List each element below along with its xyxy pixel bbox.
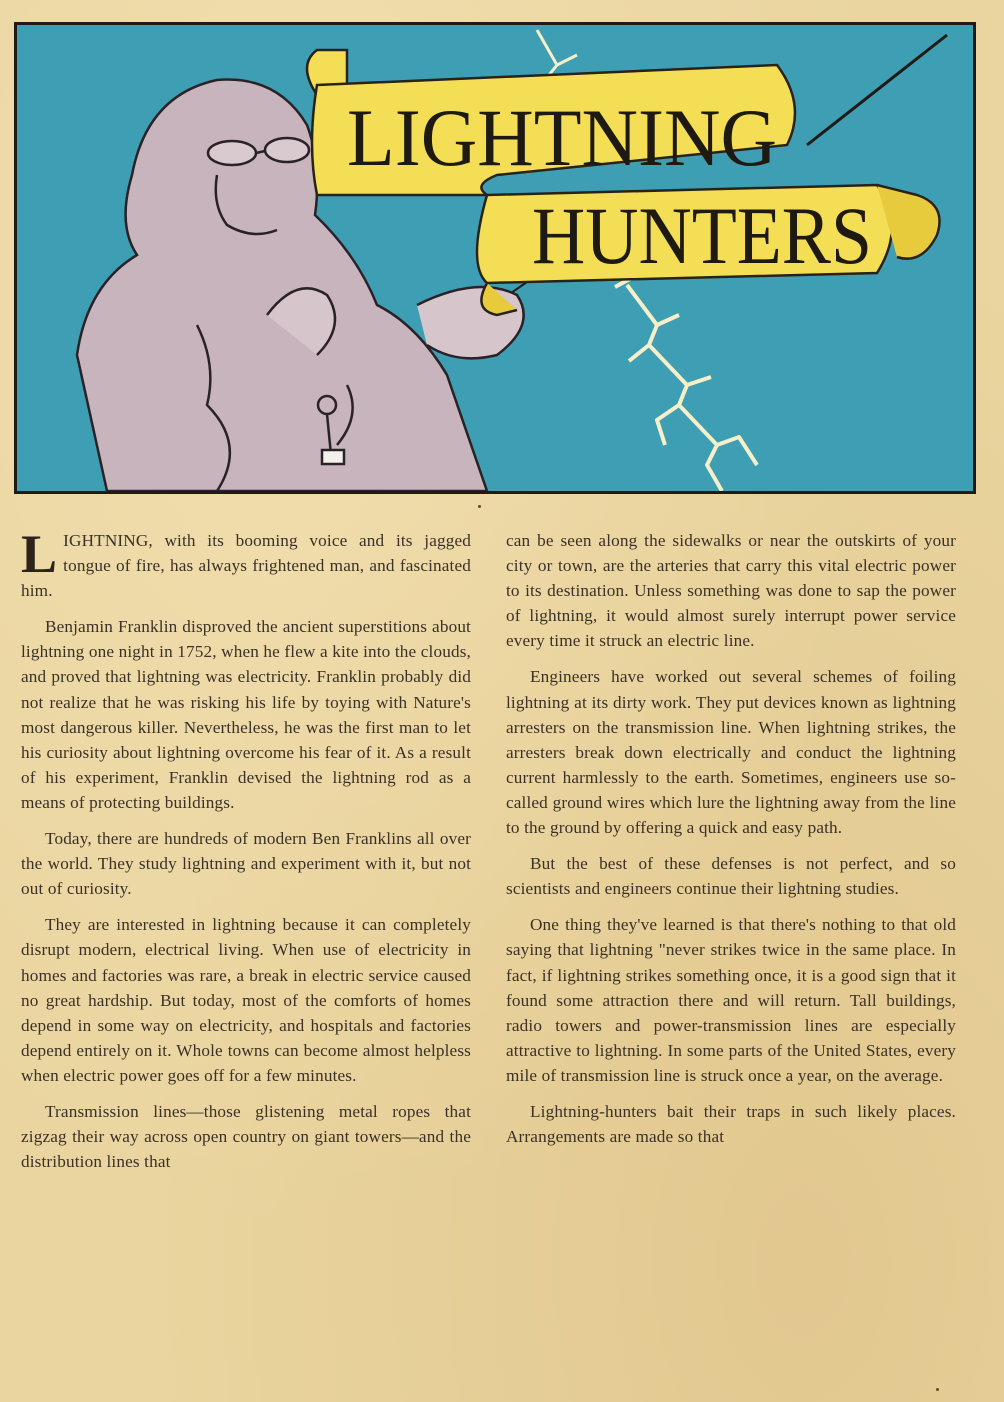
- article-paragraph: Benjamin Franklin disproved the ancient superstitions about lightning one night in 1752, when he flew a kite into the clouds, and proved that lightning was electricity. Franklin probably did not realize that he was risking his life by toying with Nature's most dangerous killer. Nevertheless, he was the first man to let his curiosity about lightning overcome his fear of it. As a result of his experiment, Franklin devised the lightning rod as a means of protecting buildings.: [21, 617, 471, 812]
- article-right-column: [506, 528, 956, 1160]
- article-paragraph: They are interested in lightning because it can completely disrupt modern, electrical living. When use of electricity in homes and factories was rare, a break in electric service caused no great hardship. But today, most of the comforts of homes depend in some way on electricity, and hospitals and factories depend entirely on it. Whole towns can become almost helpless when electric power goes off for a few minutes.: [21, 915, 471, 1085]
- illustration-svg: [17, 25, 973, 491]
- article-paragraph: But the best of these defenses is not perfect, and so scientists and engineers continue their lightning studies.: [506, 854, 956, 899]
- article-paragraph: Lightning-hunters bait their traps in such likely places. Arrangements are made so that: [506, 1101, 956, 1147]
- title-line-2: HUNTERS: [532, 190, 872, 281]
- article-left-column: [21, 524, 471, 1185]
- article-paragraph: Today, there are hundreds of modern Ben Franklins all over the world. They study lightning and experiment with it, but not out of curiosity.: [21, 829, 471, 899]
- print-speck: [936, 1388, 939, 1391]
- title-line-1: LIGHTNING: [347, 92, 777, 183]
- article-paragraph: LIGHTNING, with its booming voice and its jagged tongue of fire, has always frightened man, and fascinated him.: [21, 524, 471, 601]
- lightning-bolt-icon: [615, 275, 757, 491]
- article-paragraph: Engineers have worked out several schemes of foiling lightning at its dirty work. They put devices known as lightning arresters on the transmission line. When lightning strikes, the arresters break down electrically and conduct the lightning current harmlessly to the earth. Sometimes, engineers use so-called ground wires which lure the lightning away from the line to the ground by offering a quick and easy path.: [506, 667, 956, 838]
- article-paragraph: One thing they've learned is that there's nothing to that old saying that lightning "never strikes twice in the same place. In fact, if lightning strikes something once, it is a good sign that it found some attraction there and will return. Tall buildings, radio towers and power-transmission lines are especially attractive to lightning. In some parts of the United States, every mile of transmission line is struck once a year, on the average.: [506, 915, 956, 1085]
- print-speck: [478, 505, 481, 508]
- article-paragraph: can be seen along the sidewalks or near the outskirts of your city or town, are the arteries that carry this vital electric power to its destination. Unless something was done to sap the power of lightning, it would almost surely interrupt power service every time it struck an electric line.: [506, 531, 956, 651]
- kite-string: [807, 35, 947, 145]
- dropcap-letter: L: [21, 524, 58, 584]
- article-paragraph: Transmission lines—those glistening metal ropes that zigzag their way across open country on giant towers—and the distribution lines that: [21, 1101, 471, 1172]
- title-illustration-panel: [14, 22, 976, 494]
